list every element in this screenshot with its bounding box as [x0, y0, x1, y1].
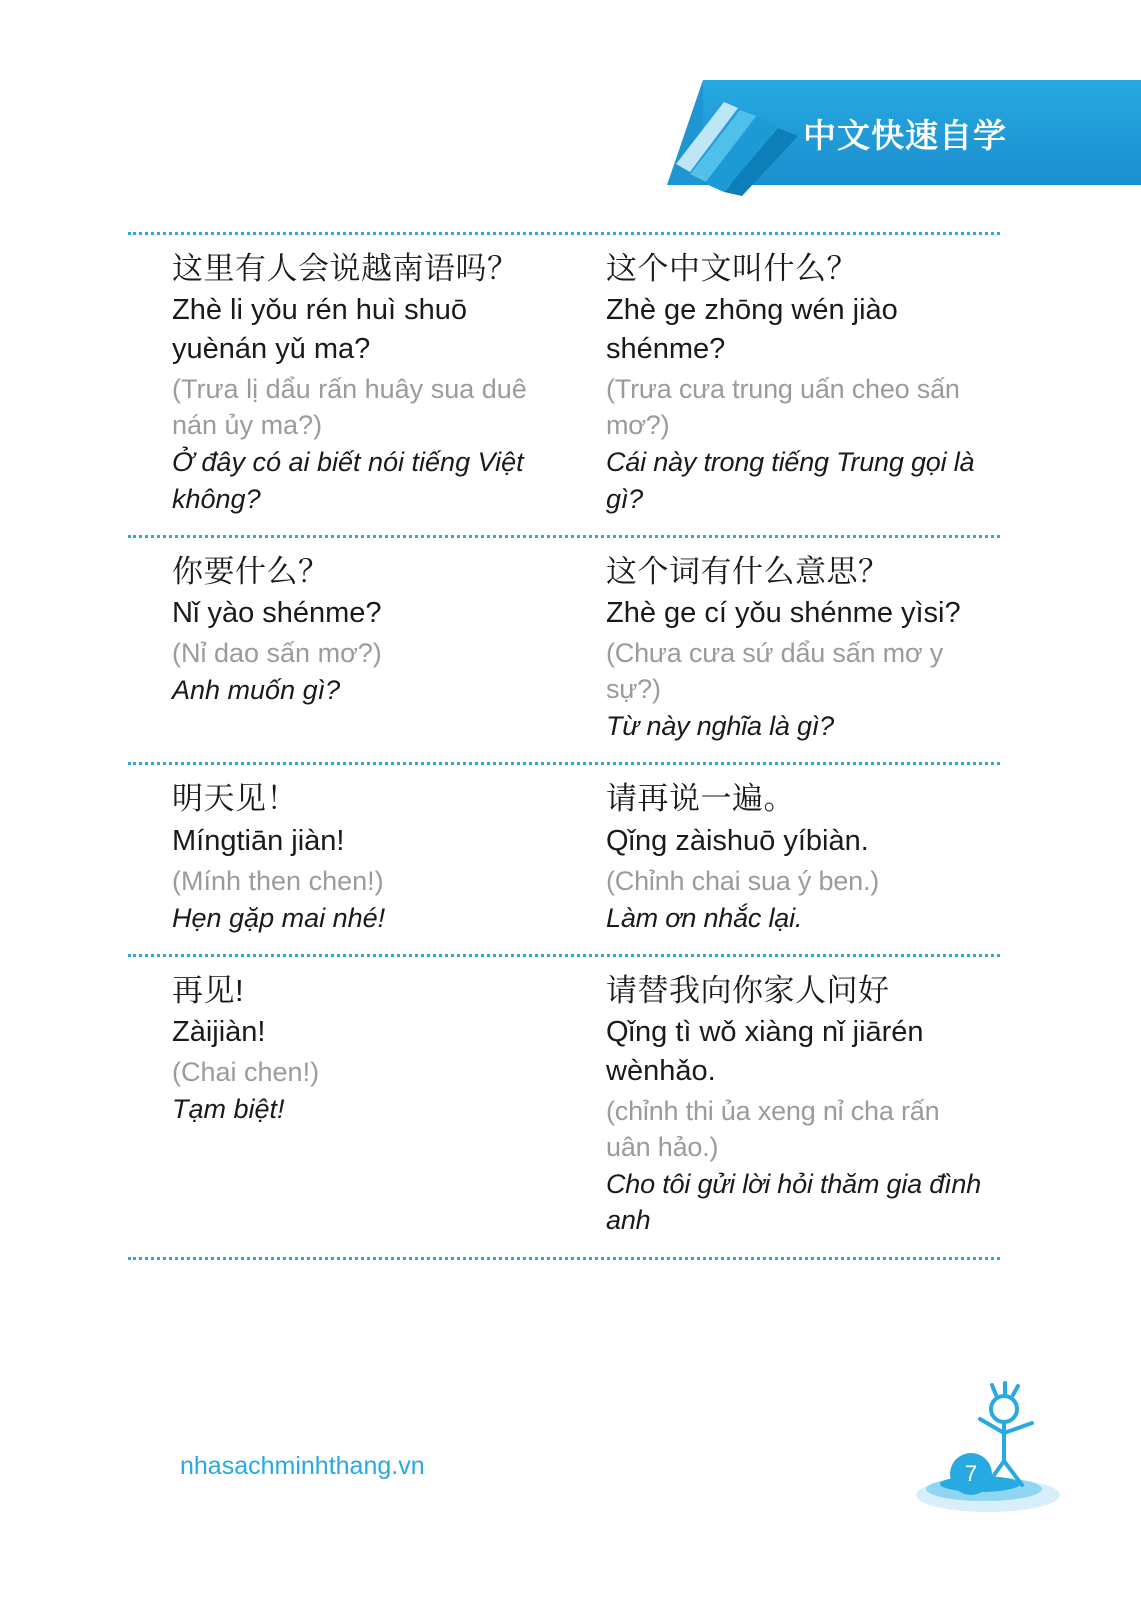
approx-pronunciation: (Chưa cưa sứ dẩu sấn mơ y sự?)	[606, 637, 944, 705]
pinyin-text: Zàijiàn!	[172, 1016, 266, 1049]
approx-pronunciation: (Nỉ dao sấn mơ?)	[172, 637, 382, 668]
phrase-cell	[128, 235, 564, 535]
approx-pronunciation: (Mính then chen!)	[172, 865, 384, 896]
hanzi-text: 你要什么？	[172, 553, 330, 589]
vietnamese-translation: Làm ơn nhắc lại.	[606, 902, 803, 933]
table-row	[128, 235, 1000, 535]
table-row	[128, 957, 1000, 1257]
vietnamese-translation: Hẹn gặp mai nhé!	[172, 902, 386, 933]
approx-pronunciation: (Chai chen!)	[172, 1057, 320, 1088]
approx-pronunciation: (Trưa lị dẩu rấn huây sua duê nán ủy ma?)	[172, 374, 527, 441]
page-title: 中文快速自学	[803, 117, 1007, 154]
vietnamese-translation: Ở đây có ai biết nói tiếng Việt không?	[172, 447, 524, 514]
table-row	[128, 538, 1000, 763]
approx-pronunciation: (Chỉnh chai sua ý ben.)	[606, 865, 880, 896]
vietnamese-translation: Cho tôi gửi lời hỏi thăm gia đình anh	[606, 1169, 982, 1236]
vietnamese-translation: Tạm biệt!	[172, 1094, 285, 1125]
phrase-cell	[128, 765, 564, 954]
hanzi-text: 明天见！	[172, 781, 298, 817]
phrase-cell	[564, 765, 1000, 954]
pinyin-text: Míngtiān jiàn!	[172, 824, 345, 857]
hanzi-text: 这个中文叫什么？	[606, 251, 858, 286]
website-url[interactable]: nhasachminhthang.vn	[180, 1452, 425, 1480]
hanzi-text: 这个词有什么意思？	[606, 553, 890, 589]
page-header	[638, 80, 1141, 185]
open-book-icon	[666, 86, 806, 196]
phrase-table	[128, 232, 1000, 1260]
vietnamese-translation: Cái này trong tiếng Trung gọi là gì?	[606, 447, 975, 514]
table-row	[128, 765, 1000, 954]
row-divider	[128, 1257, 1000, 1260]
vietnamese-translation: Anh muốn gì?	[172, 675, 341, 706]
pinyin-text: Qǐng tì wǒ xiàng nǐ jiārén wènhǎo.	[606, 1016, 924, 1088]
hanzi-text: 请替我向你家人问好	[606, 972, 890, 1008]
child-on-wave-icon	[888, 1375, 1063, 1540]
hanzi-text: 再见!	[172, 972, 245, 1008]
pinyin-text: Zhè li yǒu rén huì shuō yuènán yǔ ma?	[172, 294, 468, 366]
phrase-cell	[128, 957, 564, 1257]
pinyin-text: Zhè ge zhōng wén jiào shénme?	[606, 294, 898, 366]
approx-pronunciation: (Trưa cưa trung uấn cheo sấn mơ?)	[606, 374, 960, 441]
page-number: 7	[950, 1453, 992, 1495]
hanzi-text: 请再说一遍。	[606, 781, 795, 817]
pinyin-text: Zhè ge cí yǒu shénme yìsi?	[606, 597, 961, 629]
phrase-cell	[128, 538, 564, 763]
hanzi-text: 这里有人会说越南语吗？	[172, 251, 519, 286]
pinyin-text: Qǐng zàishuō yíbiàn.	[606, 824, 869, 857]
vietnamese-translation: Từ này nghĩa là gì?	[606, 711, 834, 742]
phrase-cell	[564, 235, 1000, 535]
phrase-cell	[564, 957, 1000, 1257]
approx-pronunciation: (chỉnh thi ủa xeng nỉ cha rấn uân hảo.)	[606, 1095, 940, 1163]
phrase-cell	[564, 538, 1000, 763]
pinyin-text: Nǐ yào shénme?	[172, 597, 382, 629]
